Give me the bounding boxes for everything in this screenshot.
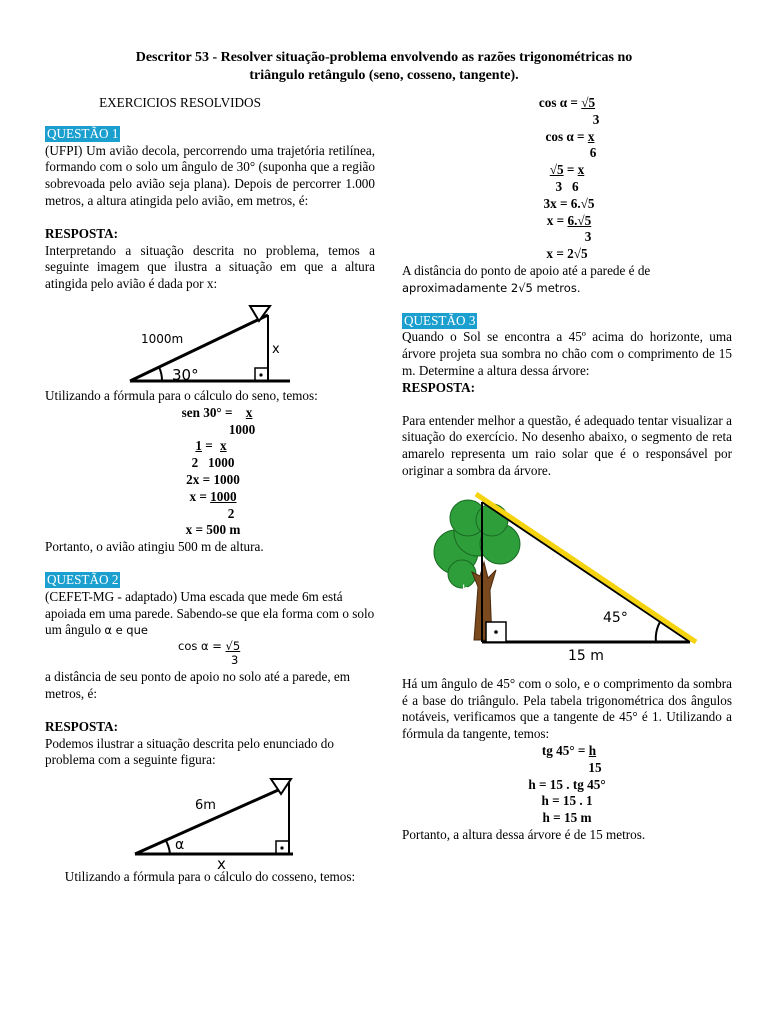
sun-ray-line [476, 494, 696, 642]
fig3-base-label: 15 m [568, 647, 604, 662]
fig1-side-label: x [272, 341, 280, 357]
eq-num: √5 [549, 162, 564, 178]
eq-line: x = 2√5 [546, 246, 588, 262]
math-cos [402, 95, 732, 263]
question-1-response-heading: RESPOSTA: [45, 225, 119, 241]
question-3-response-text: Para entender melhor a questão, é adequado tentar visualizar a situação do exercício. No desenho abaixo, o segmento de reta amarelo representa um raio solar que é o responsável por originar a sombra da árvore. [402, 412, 732, 478]
question-3-text: Quando o Sol se encontra a 45º acima do horizonte, uma árvore projeta sua sombra no chão com o comprimento de 15 m. Determine a altura dessa árvore: [402, 329, 732, 378]
question-1-conclusion: Portanto, o avião atingiu 500 m de altura. [45, 539, 264, 555]
eq-line: 2x = 1000 [186, 471, 240, 487]
question-2-text [45, 589, 375, 639]
question-2-cos [45, 639, 375, 667]
fig2-side-label: x [217, 855, 226, 870]
figure-airplane-triangle [45, 293, 375, 388]
eq-label: x = [546, 212, 568, 228]
fig2-angle-label: α [175, 837, 185, 854]
question-2-response-text: Podemos ilustrar a situação descrita pelo enunciado do problema com a seguinte figura: [45, 735, 334, 768]
eq-den: 15 [588, 759, 602, 775]
eq-line: h = 15 . 1 [541, 793, 593, 809]
question-2-after-text: Utilizando a fórmula para o cálculo do cosseno, temos: [64, 869, 356, 885]
right-column [402, 95, 732, 844]
math-tg45 [402, 743, 732, 827]
question-2-text-2: a distância de seu ponto de apoio no solo até a parede, em metros, é: [45, 669, 351, 701]
eq-label: sen 30° = [181, 404, 236, 420]
left-column [45, 95, 375, 886]
eq-num: x [577, 162, 585, 178]
title-line-1: Descritor 53 - Resolver situação-problema envolvendo as razões trigonométricas no [135, 50, 633, 65]
eq-line: h = 15 . tg 45° [528, 776, 606, 792]
question-3-label: QUESTÃO 3 [404, 312, 476, 328]
question-2-label: QUESTÃO 2 [47, 571, 119, 587]
question-1-label: QUESTÃO 1 [47, 125, 119, 141]
eq-num: 1000 [210, 488, 237, 504]
eq-den: 6 [589, 145, 597, 161]
section-heading: EXERCICIOS RESOLVIDOS [99, 95, 261, 110]
question-3-conclusion: Portanto, a altura dessa árvore é de 15 metros. [402, 826, 646, 842]
eq-den: 3 [555, 178, 563, 194]
q2-text-part: (CEFET-MG - adaptado) Uma escada que mede 6m está apoiada em uma parede. Sabendo-se que ela forma com o solo um ângulo [45, 588, 375, 638]
eq-num: 1 [195, 438, 202, 454]
question-3-after-text: Há um ângulo de 45° com o solo, e o comprimento da sombra é a base do triângulo. Pela tabela trigonométrica dos ângulos notáveis, verificamos que a tangente de 45° é 1. Utilizando a fórmula da tangente, temos: [402, 675, 732, 742]
eq-line: x = 500 m [185, 522, 241, 538]
eq-num: √5 [581, 95, 596, 110]
question-2-conclusion-1: A distância do ponto de apoio até a parede é de [402, 262, 651, 278]
eq-line: 3x = 6.√5 [543, 195, 595, 211]
eq-sign: = [563, 162, 578, 178]
eq-den: 1000 [208, 455, 235, 471]
fig1-angle-label: 30° [172, 365, 199, 384]
eq-den: 3 [592, 111, 600, 127]
fig1-hyp-label: 1000m [141, 331, 184, 346]
question-3-response-heading: RESPOSTA: [402, 379, 476, 395]
eq-label: cos α = [538, 95, 582, 110]
eq-den: 2 [227, 505, 235, 521]
question-2-response-heading: RESPOSTA: [45, 718, 119, 734]
eq-num: √5 [225, 639, 241, 654]
figure-tree-shadow [402, 492, 732, 662]
eq-den: 3 [231, 653, 239, 668]
eq-den: 3 [584, 229, 592, 245]
eq-num: x [587, 128, 595, 144]
eq-den: 6 [571, 178, 579, 194]
page-title [40, 49, 728, 85]
math-sen30 [45, 405, 375, 539]
figure-ladder-triangle [45, 769, 375, 869]
eq-num: x [220, 438, 227, 454]
title-line-2: triângulo retângulo (seno, cosseno, tangente). [249, 68, 519, 83]
eq-num: x [245, 404, 253, 420]
eq-label: tg 45° = [541, 742, 589, 758]
eq-line: h = 15 m [542, 810, 592, 826]
question-1-after-text: Utilizando a fórmula para o cálculo do seno, temos: [45, 387, 318, 403]
eq-num: 6.√5 [567, 212, 592, 228]
question-1-text: (UFPI) Um avião decola, percorrendo uma trajetória retilínea, formando com o solo um ângulo de 30° (suponha que a região sobrevoada pelo avião seja plana). Depois de percorrer 1.000 metros, a altura atingida pelo avião, em metros, é: [45, 142, 375, 208]
q2-text-part: α e que [104, 623, 148, 638]
fig2-hyp-label: 6m [195, 798, 216, 814]
eq-num: h [588, 742, 597, 758]
eq-den: 1000 [228, 421, 256, 437]
question-2-conclusion-2: aproximadamente 2√5 metros. [402, 280, 581, 295]
eq-den: 2 [191, 455, 199, 471]
fig3-height-label: h [462, 582, 470, 597]
eq-sign: = [201, 438, 217, 454]
question-1-response-text: Interpretando a situação descrita no problema, temos a seguinte imagem que ilustra a situação em que a altura atingida pelo avião é dada por x: [45, 242, 375, 292]
eq-label: x = [189, 488, 211, 504]
fig3-angle-label: 45° [603, 609, 628, 626]
eq-label: cos α = [545, 128, 588, 144]
eq-label: cos α = [178, 639, 226, 654]
